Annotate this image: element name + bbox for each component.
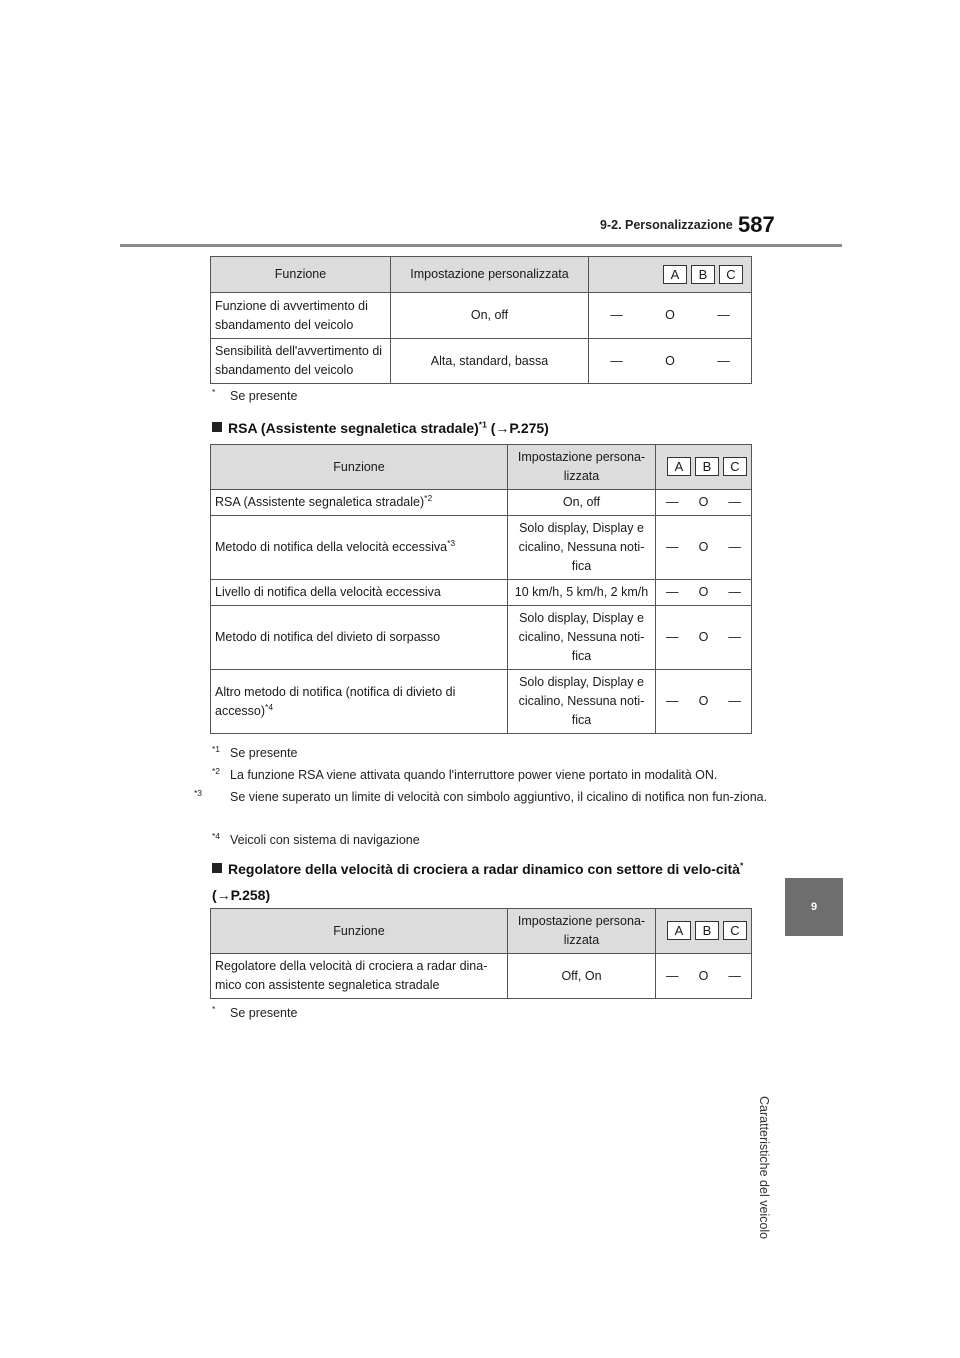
mark-a-value: — xyxy=(610,353,623,368)
table-header xyxy=(211,445,752,490)
mark-c-value: — xyxy=(728,540,741,554)
mark-c: C xyxy=(723,921,747,940)
col-function: Funzione xyxy=(211,909,508,954)
chapter-tab xyxy=(785,878,843,936)
cell-setting: On, off xyxy=(391,293,589,339)
cell-marks xyxy=(656,606,752,670)
mark-b-value: O xyxy=(665,353,675,368)
col-function: Funzione xyxy=(211,257,391,293)
function-text: RSA (Assistente segnaletica stradale) xyxy=(215,495,425,509)
cell-function xyxy=(211,516,508,580)
footnote: $^{*4}$ Veicoli con sistema di navigazione xyxy=(212,830,420,847)
col-abc xyxy=(656,445,752,490)
cell-function: Sensibilità dell'avvertimento di sbandamento del veicolo xyxy=(211,339,391,384)
mark-a-value: — xyxy=(666,540,679,554)
page-reference-link[interactable]: (→P.258) xyxy=(212,887,271,903)
table-row xyxy=(211,516,752,580)
mark-b-value: O xyxy=(665,308,675,322)
cell-marks xyxy=(656,580,752,606)
footnote: $^{*3}$ Se viene superato un limite di velocità con simbolo aggiuntivo, il cicalino di notifica non fun-ziona. xyxy=(194,787,768,804)
footnote-text: Se viene superato un limite di velocità con simbolo aggiuntivo, il cicalino di notifica non fun-ziona. xyxy=(230,790,768,804)
mark-a-value: — xyxy=(666,968,679,983)
mark-a: A xyxy=(667,457,691,476)
page-number: 587 xyxy=(738,212,775,237)
cell-marks xyxy=(656,954,752,999)
cell-function xyxy=(211,606,508,670)
section-sup: * xyxy=(739,860,744,871)
mark-c-value: — xyxy=(717,353,730,368)
function-sup: *3 xyxy=(447,537,456,548)
mark-b-value: O xyxy=(698,585,709,599)
table-header xyxy=(211,909,752,954)
footnote-text: La funzione RSA viene attivata quando l'interruttore power viene portato in modalità ON. xyxy=(230,768,718,782)
col-setting: Impostazione persona-lizzata xyxy=(508,445,656,490)
table-row xyxy=(211,339,752,384)
footnote-text: Se presente xyxy=(230,389,298,403)
mark-b: B xyxy=(695,921,719,940)
section-heading-rsa xyxy=(212,415,549,441)
function-text: Metodo di notifica del divieto di sorpasso xyxy=(215,630,441,644)
table-rsa xyxy=(210,444,752,734)
page-reference-link[interactable]: (→P.275) xyxy=(490,420,549,436)
cell-marks xyxy=(589,293,752,339)
function-text: Altro metodo di notifica (notifica di divieto di accesso) xyxy=(215,684,456,718)
section-title-text: RSA (Assistente segnaletica stradale) xyxy=(228,420,479,436)
mark-b: B xyxy=(695,457,719,476)
mark-c-value: — xyxy=(717,308,730,322)
cell-function: Regolatore della velocità di crociera a radar dina-mico con assistente segnaletica stradale xyxy=(211,954,508,999)
section-title-text: Regolatore della velocità di crociera a radar dinamico con settore di velo-cità xyxy=(228,861,740,877)
table-row xyxy=(211,293,752,339)
footnote: * Se presente xyxy=(212,1003,298,1020)
table-row xyxy=(211,954,752,999)
table-row xyxy=(211,670,752,734)
header-divider xyxy=(120,244,842,247)
mark-b-value: O xyxy=(698,694,709,708)
col-setting: Impostazione personalizzata xyxy=(391,257,589,293)
mark-b-value: O xyxy=(698,540,709,554)
mark-a-value: — xyxy=(666,630,679,644)
footnote: $^{*1}$ Se presente xyxy=(212,743,298,760)
mark-b-value: O xyxy=(698,630,709,644)
cell-marks xyxy=(589,339,752,384)
section-title: 9-2. Personalizzazione xyxy=(600,218,733,232)
mark-c-value: — xyxy=(728,630,741,644)
cell-setting: Alta, standard, bassa xyxy=(391,339,589,384)
function-text: Livello di notifica della velocità eccessiva xyxy=(215,585,441,599)
mark-b-value: O xyxy=(698,495,709,509)
cell-function xyxy=(211,580,508,606)
cell-setting: Solo display, Display e cicalino, Nessuna noti-fica xyxy=(508,670,656,734)
cell-setting: Solo display, Display e cicalino, Nessuna noti-fica xyxy=(508,516,656,580)
mark-a-value: — xyxy=(666,585,679,599)
mark-a: A xyxy=(663,265,687,284)
section-heading-cruise xyxy=(212,856,752,908)
cell-setting: Off, On xyxy=(508,954,656,999)
footnote: $^{*2}$ La funzione RSA viene attivata quando l'interruttore power viene portato in modalità ON. xyxy=(212,765,718,782)
mark-c-value: — xyxy=(728,694,741,708)
mark-a: A xyxy=(667,921,691,940)
footnote: * Se presente xyxy=(212,386,298,403)
footnote-text: Se presente xyxy=(230,746,298,760)
col-function: Funzione xyxy=(211,445,508,490)
mark-a-value: — xyxy=(666,694,679,708)
mark-c-value: — xyxy=(728,968,741,983)
cell-setting: Solo display, Display e cicalino, Nessuna noti-fica xyxy=(508,606,656,670)
col-setting: Impostazione persona-lizzata xyxy=(508,909,656,954)
mark-c: C xyxy=(719,265,743,284)
table-header xyxy=(211,257,752,293)
table-row xyxy=(211,580,752,606)
chapter-number: 9 xyxy=(810,901,818,913)
col-abc xyxy=(656,909,752,954)
square-bullet-icon xyxy=(212,422,222,432)
mark-a-value: — xyxy=(666,495,679,509)
cell-marks xyxy=(656,490,752,516)
table-row xyxy=(211,490,752,516)
chapter-title: Caratteristiche del veicolo xyxy=(757,1096,771,1240)
footnote-text: Se presente xyxy=(230,1006,298,1020)
cell-function xyxy=(211,490,508,516)
function-text: Metodo di notifica della velocità eccessiva xyxy=(215,540,448,554)
cell-marks xyxy=(656,670,752,734)
mark-b-value: O xyxy=(698,968,709,983)
mark-c: C xyxy=(723,457,747,476)
footnote-text: Veicoli con sistema di navigazione xyxy=(230,833,420,847)
mark-c-value: — xyxy=(728,585,741,599)
table-row xyxy=(211,606,752,670)
mark-c-value: — xyxy=(728,495,741,509)
cell-function: Funzione di avvertimento di sbandamento del veicolo xyxy=(211,293,391,339)
cell-setting: 10 km/h, 5 km/h, 2 km/h xyxy=(508,580,656,606)
cell-marks xyxy=(656,516,752,580)
mark-a-value: — xyxy=(610,308,623,322)
table-vehicle-sway xyxy=(210,256,752,384)
mark-b: B xyxy=(691,265,715,284)
section-sup: *1 xyxy=(478,419,487,430)
col-abc xyxy=(589,257,752,293)
cell-function xyxy=(211,670,508,734)
cell-setting: On, off xyxy=(508,490,656,516)
function-sup: *4 xyxy=(265,701,274,712)
square-bullet-icon xyxy=(212,863,222,873)
table-cruise xyxy=(210,908,752,999)
function-sup: *2 xyxy=(424,492,433,503)
